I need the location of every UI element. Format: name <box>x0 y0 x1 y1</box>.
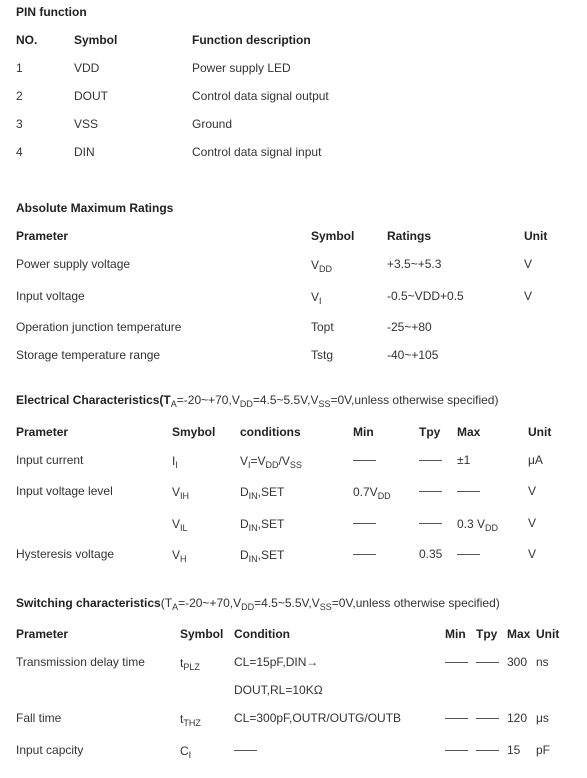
sw-header-condition: Condition <box>234 627 290 641</box>
pin-row-desc: Power supply LED <box>192 61 291 75</box>
dash-empty-min <box>353 460 376 461</box>
sw-title: Switching $characteristics(T_A=-20\sim+70,V_{DD}=4.5\sim 5.5V,V_{SS}=0V,unless$ otherwise specified) <box>16 596 500 612</box>
sw-row-param: Input capcity <box>16 743 84 757</box>
sw-header-min: Min <box>445 627 466 641</box>
pin-row-symbol: VDD <box>74 61 100 75</box>
elec-row-param: Input voltage level <box>16 484 113 498</box>
amr-row-symbol: Topt <box>311 320 334 334</box>
elec-row-unit: μA <box>528 453 543 467</box>
amr-header-parameter: Prameter <box>16 229 69 243</box>
sw-header-unit: Unit <box>536 627 560 641</box>
sw-row-unit: pF <box>536 743 551 757</box>
dash-empty-min <box>353 523 376 524</box>
amr-row-symbol: $V_I$ <box>311 290 322 306</box>
elec-row-typ: 0.35 <box>419 547 443 561</box>
sw-header-max: Max <box>507 627 531 641</box>
amr-row-symbol: $V_{DD}$ <box>311 258 333 274</box>
elec-row-min: $0.7V_{DD}$ <box>353 485 391 501</box>
elec-header-symbol: Smybol <box>172 425 216 439</box>
elec-row-condition: $D_{IN},SET$ <box>240 548 285 564</box>
elec-row-unit: V <box>528 547 537 561</box>
pin-row-desc: Ground <box>192 117 233 131</box>
elec-header-max: Max <box>457 425 481 439</box>
elec-row-unit: V <box>528 516 537 530</box>
elec-row-condition: $D_{IN},SET$ <box>240 517 285 533</box>
amr-row-symbol: Tstg <box>311 348 334 362</box>
sw-row-max: 120 <box>507 711 528 725</box>
elec-row-param: Hysteresis voltage <box>16 547 115 561</box>
pin-header-symbol: Symbol <box>74 33 118 47</box>
amr-row-param: Power supply voltage <box>16 257 131 271</box>
sw-row-condition: CL=15pF,DIN→ <box>234 655 319 669</box>
elec-row-condition: $D_{IN},SET$ <box>240 485 285 501</box>
pin-row-no: 1 <box>16 61 23 75</box>
elec-row-max: 0.3 $V_{DD}$ <box>457 517 499 533</box>
dash-empty-typ <box>419 523 442 524</box>
dash-empty-typ <box>419 460 442 461</box>
dash-empty-min <box>353 554 376 555</box>
elec-header-conditions: conditions <box>240 425 301 439</box>
elec-row-symbol: $V_H$ <box>172 548 187 564</box>
pin-row-symbol: DOUT <box>74 89 108 103</box>
elec-row-symbol: $V_{IL}$ <box>172 517 188 533</box>
amr-header-ratings: Ratings <box>387 229 432 243</box>
amr-header-unit: Unit <box>524 229 548 243</box>
sw-row-unit: μs <box>536 711 549 725</box>
amr-row-unit: V <box>524 289 533 303</box>
pin-header-description: Function description <box>192 33 311 47</box>
sw-row-unit: ns <box>536 655 549 669</box>
elec-row-condition: $V_I=V_{DD}/V_{SS}$ <box>240 454 302 470</box>
dash-empty-typ <box>476 662 499 663</box>
amr-row-rating: -0.5~VDD+0.5 <box>387 289 464 303</box>
elec-row-symbol: $I_I$ <box>172 454 178 470</box>
sw-row-max: 300 <box>507 655 528 669</box>
sw-row-symbol: $C_I$ <box>180 744 192 760</box>
dash-empty-condition <box>234 750 257 751</box>
pin-title: PIN function <box>16 5 87 19</box>
amr-header-symbol: Symbol <box>311 229 355 243</box>
pin-row-desc: Control data signal input <box>192 145 322 159</box>
sw-row-param: Transmission delay time <box>16 655 145 669</box>
sw-header-symbol: Symbol <box>180 627 224 641</box>
sw-row-condition: CL=300pF,OUTR/OUTG/OUTB <box>234 711 402 725</box>
amr-row-unit: V <box>524 257 533 271</box>
amr-row-rating: -25~+80 <box>387 320 432 334</box>
sw-row-symbol: $t_{PLZ}$ <box>180 656 200 672</box>
pin-row-symbol: VSS <box>74 117 99 131</box>
pin-row-no: 4 <box>16 145 23 159</box>
dash-empty-typ <box>476 750 499 751</box>
elec-title: Electrical $Characteristics(T_A=-20\sim+70,V_{DD}=4.5\sim 5.5V,V_{SS}=0V,unless$ otherwise specified) <box>16 393 499 409</box>
dash-empty-max <box>457 491 480 492</box>
dash-empty-typ <box>419 491 442 492</box>
amr-row-param: Input voltage <box>16 289 85 303</box>
dash-empty-min <box>445 662 468 663</box>
dash-empty-max <box>457 554 480 555</box>
dash-empty-min <box>445 718 468 719</box>
amr-title: Absolute Maximum Ratings <box>16 201 174 215</box>
pin-row-no: 2 <box>16 89 23 103</box>
pin-header-no: NO. <box>16 33 38 47</box>
elec-row-max: ±1 <box>457 453 471 467</box>
sw-header-parameter: Prameter <box>16 627 69 641</box>
elec-row-symbol: $V_{IH}$ <box>172 485 190 501</box>
sw-row-max: 15 <box>507 743 521 757</box>
elec-header-parameter: Prameter <box>16 425 69 439</box>
elec-row-unit: V <box>528 484 537 498</box>
amr-row-rating: +3.5~+5.3 <box>387 257 442 271</box>
dash-empty-min <box>445 750 468 751</box>
amr-row-param: Operation junction temperature <box>16 320 182 334</box>
elec-header-typ: Tpy <box>419 425 441 439</box>
pin-row-desc: Control data signal output <box>192 89 329 103</box>
pin-row-symbol: DIN <box>74 145 95 159</box>
amr-row-rating: -40~+105 <box>387 348 439 362</box>
sw-row-condition-line2: DOUT,RL=10KΩ <box>234 683 323 697</box>
sw-row-param: Fall time <box>16 711 62 725</box>
sw-row-symbol: $t_{THZ}$ <box>180 712 201 728</box>
sw-header-typ: Tpy <box>476 627 498 641</box>
dash-empty-typ <box>476 718 499 719</box>
amr-row-param: Storage temperature range <box>16 348 161 362</box>
elec-header-unit: Unit <box>528 425 552 439</box>
pin-row-no: 3 <box>16 117 23 131</box>
elec-row-param: Input current <box>16 453 84 467</box>
elec-header-min: Min <box>353 425 374 439</box>
